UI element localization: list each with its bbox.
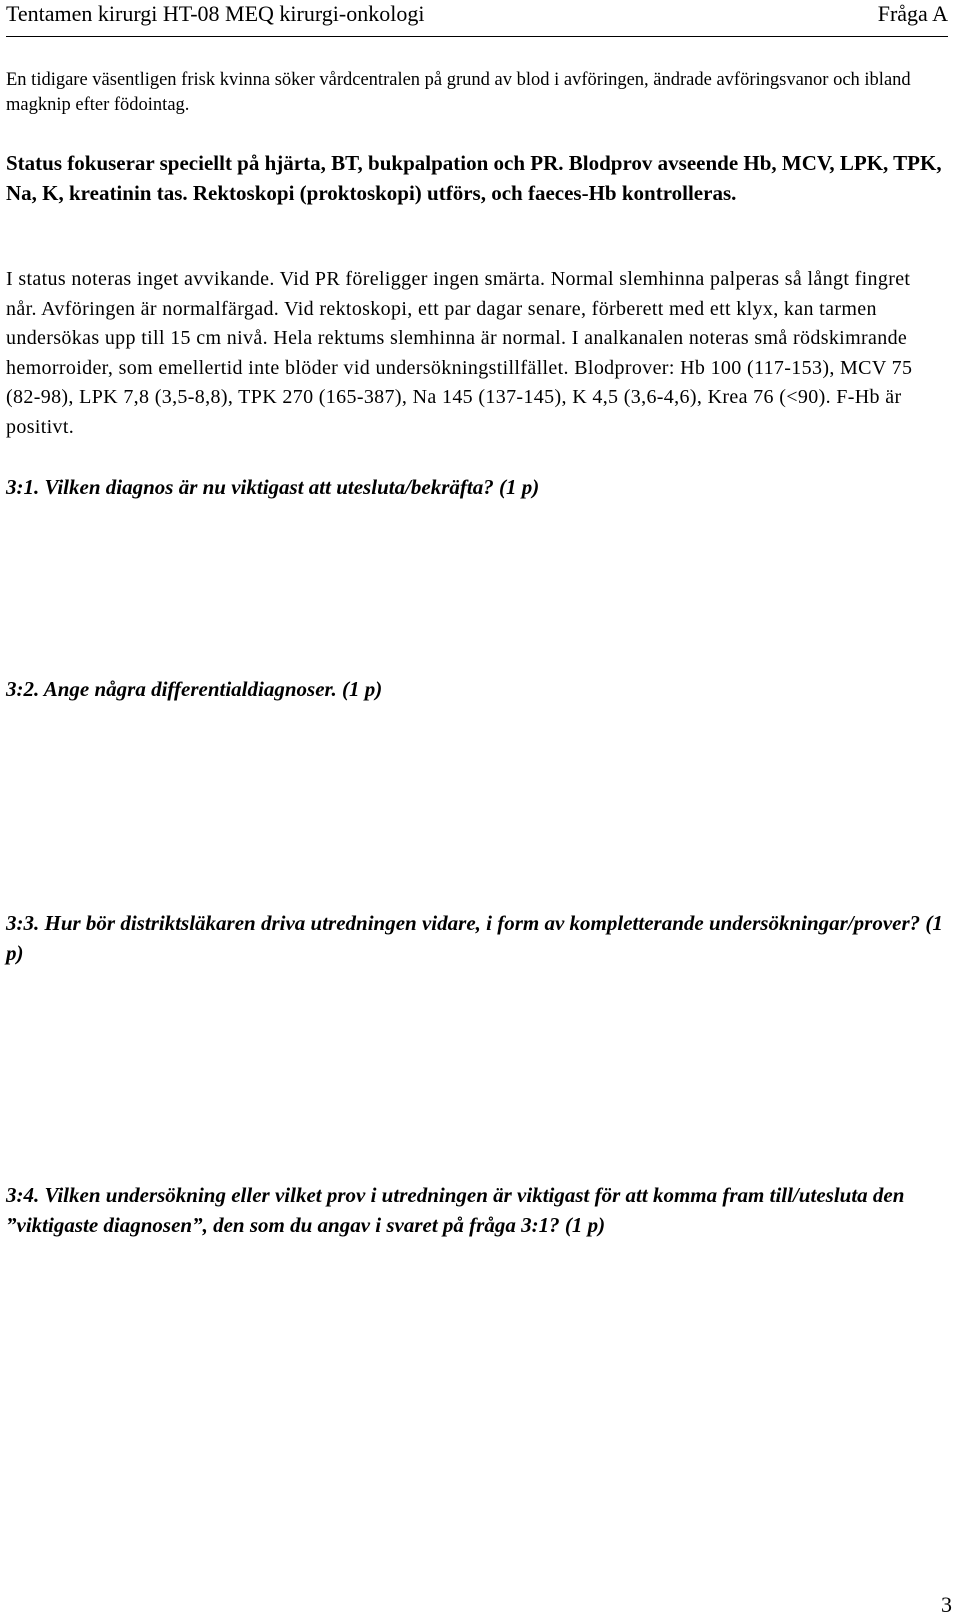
question-3-1: 3:1. Vilken diagnos är nu viktigast att utesluta/bekräfta? (1 p) bbox=[6, 475, 540, 499]
question-3-3: 3:3. Hur bör distriktsläkaren driva utredningen vidare, i form av kompletterande undersökningar/prover? (1 p) bbox=[6, 911, 943, 965]
question-3-2: 3:2. Ange några differentialdiagnoser. (1 p) bbox=[6, 677, 383, 701]
findings-paragraph: I status noteras inget avvikande. Vid PR föreligger ingen smärta. Normal slemhinna palperas så långt fingret når. Avföringen är normalfärgad. Vid rektoskopi, ett par dagar senare, förberett med ett klyx, kan tarmen undersökas upp till 15 cm nivå. Hela rektums slemhinna är normal. I analkanalen noteras små rödskimrande hemorroider, som emellertid inte blöder vid undersökningstillfället. Blodprover: Hb 100 (117-153), MCV 75 (82-98), LPK 7,8 (3,5-8,8), TPK 270 (165-387), Na 145 (137-145), K 4,5 (3,6-4,6), Krea 76 (<90). F-Hb är positivt. bbox=[6, 268, 913, 438]
page-header bbox=[6, 0, 948, 37]
case-intro: En tidigare väsentligen frisk kvinna söker vårdcentralen på grund av blod i avföringen, ändrade avföringsvanor och ibland magknip efter födointag. bbox=[6, 70, 911, 115]
page-number: 3 bbox=[941, 1592, 952, 1617]
status-focus-paragraph: Status fokuserar speciellt på hjärta, BT, bukpalpation och PR. Blodprov avseende Hb, MCV, LPK, TPK, Na, K, kreatinin tas. Rektoskopi (proktoskopi) utförs, och faeces-Hb kontrolleras. bbox=[6, 151, 942, 205]
question-3-4: 3:4. Vilken undersökning eller vilket prov i utredningen är viktigast för att komma fram till/utesluta den ”viktigaste diagnosen”, den som du angav i svaret på fråga 3:1? (1 p) bbox=[6, 1183, 905, 1237]
question-set-label: Fråga A bbox=[877, 1, 948, 26]
exam-title: Tentamen kirurgi HT-08 MEQ kirurgi-onkologi bbox=[6, 1, 425, 26]
